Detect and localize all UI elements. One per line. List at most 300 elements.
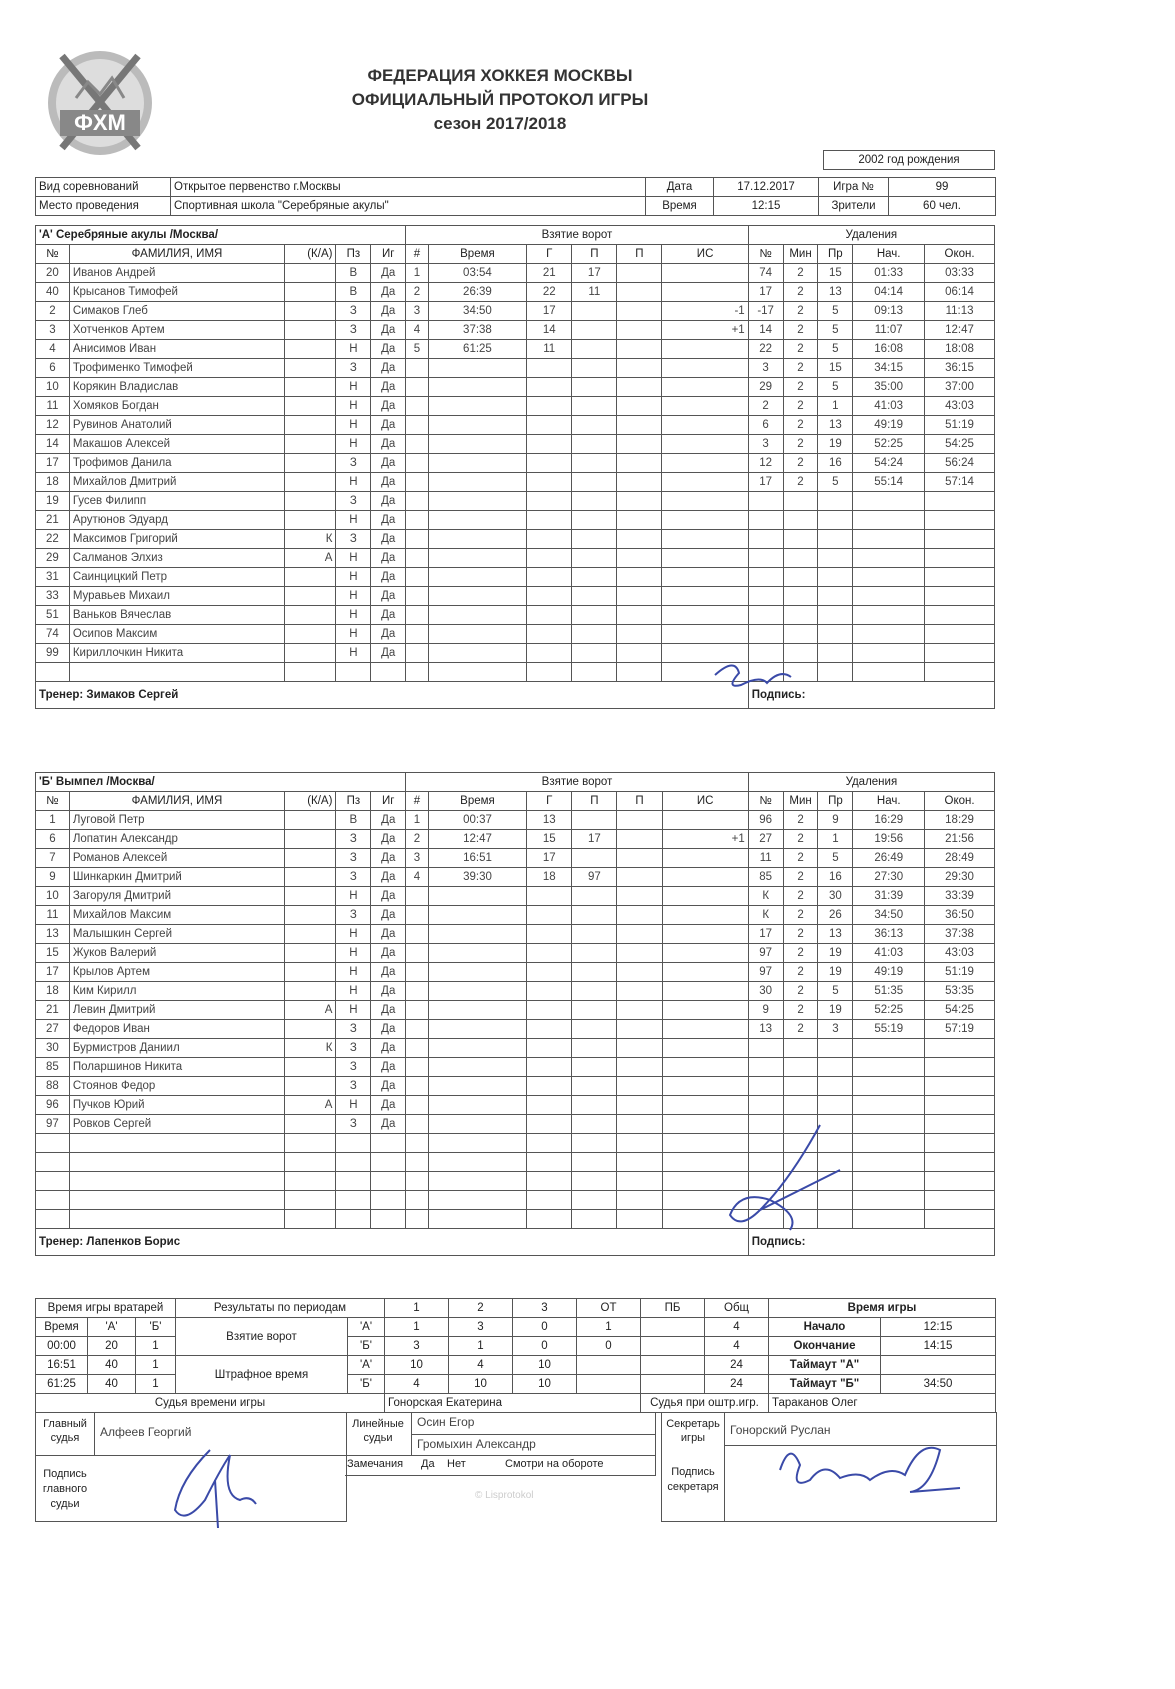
penalty-reason: 9 <box>818 811 853 830</box>
penalty-player: 22 <box>748 340 783 359</box>
player-number <box>36 1191 70 1210</box>
referee-label: Главный судья <box>43 1418 87 1444</box>
player-role <box>285 283 336 302</box>
goal-situation <box>662 1058 748 1077</box>
player-position: Н <box>336 887 371 906</box>
team-a-col-played: Иг <box>371 245 406 264</box>
player-name <box>69 1134 284 1153</box>
player-played: Да <box>371 963 406 982</box>
penalty-player <box>748 1115 783 1134</box>
team-a-col-assist-2: П <box>617 245 662 264</box>
pim-b-1: 4 <box>385 1375 449 1394</box>
goal-assist-1 <box>572 1172 617 1191</box>
goal-assist-1 <box>572 435 617 454</box>
player-name: Макашов Алексей <box>69 435 284 454</box>
goal-assist-1 <box>572 944 617 963</box>
penalty-end: 54:25 <box>925 435 995 454</box>
goal-assist-1 <box>572 663 617 682</box>
goal-time: 34:50 <box>428 302 526 321</box>
goal-index <box>406 1077 429 1096</box>
goal-time <box>428 944 526 963</box>
penalty-end: 06:14 <box>925 283 995 302</box>
goal-time: 12:47 <box>428 830 526 849</box>
goal-situation <box>662 397 748 416</box>
date-label: Дата <box>646 178 714 197</box>
player-name: Салманов Элхиз <box>69 549 284 568</box>
penalty-reason: 15 <box>818 359 853 378</box>
player-played <box>371 1153 406 1172</box>
player-played: Да <box>371 1001 406 1020</box>
goal-situation <box>662 1096 748 1115</box>
player-name: Иванов Андрей <box>69 264 284 283</box>
table-row <box>36 887 995 906</box>
player-name <box>69 663 284 682</box>
penalty-start <box>853 663 925 682</box>
penalty-player: 12 <box>748 454 783 473</box>
goal-assist-1 <box>572 1039 617 1058</box>
penalty-end: 29:30 <box>925 868 995 887</box>
penalty-player <box>748 606 783 625</box>
player-number <box>36 1134 70 1153</box>
team-b-col-goal-index: # <box>406 792 429 811</box>
player-role <box>285 1058 336 1077</box>
team-b-col-pos: Пз <box>336 792 371 811</box>
player-name <box>69 1153 284 1172</box>
player-role <box>285 811 336 830</box>
player-position: З <box>336 830 371 849</box>
goal-time <box>428 416 526 435</box>
goal-assist-1: 97 <box>572 868 617 887</box>
goal-assist-2 <box>617 492 662 511</box>
goal-scorer: 11 <box>527 340 572 359</box>
timeout-a-label: Таймаут "А" <box>769 1356 881 1375</box>
goal-assist-1 <box>572 887 617 906</box>
goal-assist-2 <box>617 511 662 530</box>
penalty-player: 85 <box>748 868 783 887</box>
player-number: 21 <box>36 511 70 530</box>
player-name: Хомяков Богдан <box>69 397 284 416</box>
player-number <box>36 663 70 682</box>
penalty-end <box>925 587 995 606</box>
goal-situation: -1 <box>662 302 748 321</box>
goal-assist-1 <box>572 1115 617 1134</box>
goal-index <box>406 473 429 492</box>
penalty-player: К <box>748 906 783 925</box>
player-position: Н <box>336 549 371 568</box>
time-label: Время <box>646 197 714 216</box>
goal-situation <box>662 435 748 454</box>
end-label: Окончание <box>769 1337 881 1356</box>
team-b-col-pen-min: Мин <box>783 792 818 811</box>
goal-scorer <box>527 1001 572 1020</box>
goal-assist-1 <box>572 849 617 868</box>
player-position: Н <box>336 944 371 963</box>
goal-assist-1 <box>572 1096 617 1115</box>
penalty-minutes <box>783 549 818 568</box>
player-number: 99 <box>36 644 70 663</box>
penalty-player <box>748 568 783 587</box>
player-played <box>371 1134 406 1153</box>
player-position: Н <box>336 473 371 492</box>
player-played: Да <box>371 1039 406 1058</box>
player-number: 27 <box>36 1020 70 1039</box>
player-number <box>36 1153 70 1172</box>
team-a-col-name: ФАМИЛИЯ, ИМЯ <box>69 245 284 264</box>
goal-time <box>428 606 526 625</box>
player-role <box>285 1210 336 1229</box>
goal-assist-2 <box>617 1096 662 1115</box>
penalty-start: 36:13 <box>853 925 925 944</box>
goal-assist-2 <box>617 1153 662 1172</box>
goal-scorer <box>527 1153 572 1172</box>
player-role <box>285 435 336 454</box>
pim-a-3: 10 <box>513 1356 577 1375</box>
player-name: Михайлов Максим <box>69 906 284 925</box>
penalty-minutes <box>783 644 818 663</box>
goal-assist-1 <box>572 925 617 944</box>
goal-scorer <box>527 549 572 568</box>
goal-index: 5 <box>406 340 429 359</box>
team-b-goals-header: Взятие ворот <box>406 773 749 792</box>
penalty-player <box>748 1096 783 1115</box>
player-name: Муравьев Михаил <box>69 587 284 606</box>
player-role <box>285 321 336 340</box>
player-position: Н <box>336 644 371 663</box>
goal-index <box>406 549 429 568</box>
goal-scorer <box>527 359 572 378</box>
goals-b-ot: 0 <box>577 1337 641 1356</box>
penalty-player <box>748 1077 783 1096</box>
player-role <box>285 1191 336 1210</box>
table-row <box>36 1096 995 1115</box>
goal-assist-1: 17 <box>572 264 617 283</box>
goal-assist-2 <box>617 397 662 416</box>
penalty-reason <box>818 587 853 606</box>
timeout-b-label: Таймаут "Б" <box>769 1375 881 1394</box>
player-role <box>285 264 336 283</box>
table-row <box>36 435 995 454</box>
penalty-minutes: 2 <box>783 944 818 963</box>
player-number: 19 <box>36 492 70 511</box>
goals-b-1: 3 <box>385 1337 449 1356</box>
penalty-reason: 19 <box>818 1001 853 1020</box>
goal-assist-2 <box>617 1210 662 1229</box>
penalty-minutes: 2 <box>783 264 818 283</box>
team-b-table <box>35 772 995 1256</box>
goal-assist-2 <box>617 378 662 397</box>
player-position <box>336 663 371 682</box>
goal-time: 26:39 <box>428 283 526 302</box>
goal-index <box>406 1191 429 1210</box>
penalty-end <box>925 1172 995 1191</box>
goals-b-total: 4 <box>705 1337 769 1356</box>
team-a-col-pen-start: Нач. <box>853 245 925 264</box>
penalty-minutes: 2 <box>783 302 818 321</box>
penalty-reason <box>818 1134 853 1153</box>
goal-time <box>428 1210 526 1229</box>
table-row <box>36 811 995 830</box>
date-value: 17.12.2017 <box>714 178 819 197</box>
penalty-minutes: 2 <box>783 378 818 397</box>
penalty-reason: 13 <box>818 283 853 302</box>
table-row <box>36 1001 995 1020</box>
penalty-reason: 5 <box>818 302 853 321</box>
goal-time <box>428 454 526 473</box>
goal-index: 1 <box>406 811 429 830</box>
penalty-player: 97 <box>748 963 783 982</box>
penalty-end: 57:14 <box>925 473 995 492</box>
player-played: Да <box>371 435 406 454</box>
penalty-reason <box>818 530 853 549</box>
player-number: 18 <box>36 982 70 1001</box>
table-row <box>36 359 995 378</box>
goal-assist-1 <box>572 511 617 530</box>
goal-assist-1 <box>572 1077 617 1096</box>
goal-assist-2 <box>617 925 662 944</box>
goal-scorer <box>527 1039 572 1058</box>
penalty-minutes <box>783 568 818 587</box>
player-position <box>336 1153 371 1172</box>
player-name: Загоруля Дмитрий <box>69 887 284 906</box>
team-a-col-num: № <box>36 245 70 264</box>
goal-assist-2 <box>617 283 662 302</box>
player-position: Н <box>336 963 371 982</box>
goal-index <box>406 606 429 625</box>
penalty-end <box>925 606 995 625</box>
goal-index <box>406 1096 429 1115</box>
penalty-player <box>748 1172 783 1191</box>
goal-situation <box>662 606 748 625</box>
penalty-start <box>853 1153 925 1172</box>
penalty-player: 96 <box>748 811 783 830</box>
goal-situation <box>662 1210 748 1229</box>
penalty-start: 41:03 <box>853 397 925 416</box>
remarks-no: Нет <box>447 1458 466 1470</box>
penalty-end <box>925 549 995 568</box>
penalty-player: 9 <box>748 1001 783 1020</box>
penalty-player: -17 <box>748 302 783 321</box>
player-name: Крылов Артем <box>69 963 284 982</box>
goal-situation <box>662 359 748 378</box>
penalty-end <box>925 625 995 644</box>
goal-index <box>406 1210 429 1229</box>
goal-situation <box>662 1115 748 1134</box>
team-b-col-goal-scorer: Г <box>527 792 572 811</box>
penalty-player <box>748 1153 783 1172</box>
table-row <box>36 302 995 321</box>
table-row <box>36 454 995 473</box>
goal-scorer <box>527 644 572 663</box>
referee-signature-label: Подпись главного судьи <box>42 1468 88 1510</box>
table-row <box>36 925 995 944</box>
goal-scorer: 14 <box>527 321 572 340</box>
player-position: Н <box>336 511 371 530</box>
goal-situation: +1 <box>662 321 748 340</box>
goal-scorer: 17 <box>527 302 572 321</box>
player-number: 17 <box>36 963 70 982</box>
goal-situation <box>662 887 748 906</box>
player-name: Малышкин Сергей <box>69 925 284 944</box>
player-position: Н <box>336 435 371 454</box>
player-played: Да <box>371 1077 406 1096</box>
team-b-col-assist-2: П <box>617 792 662 811</box>
table-row <box>36 283 995 302</box>
goal-assist-2 <box>617 849 662 868</box>
goal-index <box>406 887 429 906</box>
player-position: Н <box>336 1001 371 1020</box>
penalty-minutes <box>783 606 818 625</box>
summary-table <box>35 1298 996 1413</box>
goal-assist-2 <box>617 587 662 606</box>
player-role <box>285 397 336 416</box>
table-row <box>36 378 995 397</box>
player-played: Да <box>371 321 406 340</box>
player-played: Да <box>371 1020 406 1039</box>
penalty-player <box>748 1210 783 1229</box>
table-row <box>36 906 995 925</box>
penalty-start: 09:13 <box>853 302 925 321</box>
player-played <box>371 1210 406 1229</box>
team-a-col-goal-index: # <box>406 245 429 264</box>
team-a-col-pos: Пз <box>336 245 371 264</box>
goals-a-1: 1 <box>385 1318 449 1337</box>
goal-assist-1 <box>572 625 617 644</box>
goal-time <box>428 1058 526 1077</box>
penalty-player <box>748 1058 783 1077</box>
team-b-col-ka: (К/А) <box>285 792 336 811</box>
player-role <box>285 1115 336 1134</box>
goal-assist-2 <box>617 1039 662 1058</box>
goal-assist-1 <box>572 811 617 830</box>
goal-scorer: 17 <box>527 849 572 868</box>
penalty-start: 41:03 <box>853 944 925 963</box>
gk-col-a: 'А' <box>88 1318 136 1337</box>
goal-scorer <box>527 963 572 982</box>
penalty-start: 55:19 <box>853 1020 925 1039</box>
goal-assist-1 <box>572 1134 617 1153</box>
goal-scorer <box>527 1210 572 1229</box>
goal-situation <box>662 925 748 944</box>
player-position: Н <box>336 625 371 644</box>
goal-situation <box>662 868 748 887</box>
goal-situation <box>662 473 748 492</box>
goals-a-total: 4 <box>705 1318 769 1337</box>
player-position: З <box>336 868 371 887</box>
goal-situation <box>662 1001 748 1020</box>
goal-scorer: 15 <box>527 830 572 849</box>
penalty-start <box>853 1058 925 1077</box>
penalty-start: 52:25 <box>853 435 925 454</box>
goal-index <box>406 644 429 663</box>
penalty-player: 17 <box>748 473 783 492</box>
player-name: Крысанов Тимофей <box>69 283 284 302</box>
player-played: Да <box>371 473 406 492</box>
player-number: 33 <box>36 587 70 606</box>
penalty-start <box>853 549 925 568</box>
pim-row-label: Штрафное время <box>176 1356 348 1394</box>
goal-situation <box>662 492 748 511</box>
penalty-minutes: 2 <box>783 283 818 302</box>
goal-index <box>406 359 429 378</box>
goal-situation <box>662 283 748 302</box>
goal-situation <box>662 1020 748 1039</box>
penalty-start <box>853 568 925 587</box>
goal-situation <box>662 264 748 283</box>
goal-assist-2 <box>617 982 662 1001</box>
penalty-player <box>748 549 783 568</box>
goal-time: 16:51 <box>428 849 526 868</box>
goal-situation <box>662 963 748 982</box>
pim-b-ot <box>577 1375 641 1394</box>
penalty-end: 36:50 <box>925 906 995 925</box>
penalty-end <box>925 1058 995 1077</box>
goal-index <box>406 511 429 530</box>
penalty-start: 27:30 <box>853 868 925 887</box>
goal-assist-2 <box>617 868 662 887</box>
time-value: 12:15 <box>714 197 819 216</box>
goal-time: 61:25 <box>428 340 526 359</box>
goal-assist-1 <box>572 549 617 568</box>
goal-situation <box>662 454 748 473</box>
player-number: 29 <box>36 549 70 568</box>
player-role <box>285 868 336 887</box>
player-role <box>285 663 336 682</box>
player-number: 14 <box>36 435 70 454</box>
goal-time <box>428 1115 526 1134</box>
penalty-start <box>853 1191 925 1210</box>
player-number: 15 <box>36 944 70 963</box>
penalty-start <box>853 1172 925 1191</box>
player-name: Трофимов Данила <box>69 454 284 473</box>
goal-assist-2 <box>617 416 662 435</box>
player-position: В <box>336 811 371 830</box>
player-number: 51 <box>36 606 70 625</box>
goals-b-label: 'Б' <box>348 1337 385 1356</box>
player-name: Романов Алексей <box>69 849 284 868</box>
team-a-penalties-header: Удаления <box>748 226 994 245</box>
player-number: 11 <box>36 906 70 925</box>
penalty-start: 54:24 <box>853 454 925 473</box>
goal-assist-1 <box>572 963 617 982</box>
venue-label: Место проведения <box>36 197 171 216</box>
goal-index <box>406 1001 429 1020</box>
penalty-minutes: 2 <box>783 830 818 849</box>
player-played: Да <box>371 982 406 1001</box>
penalty-minutes: 2 <box>783 906 818 925</box>
table-row <box>36 321 995 340</box>
penalty-reason: 19 <box>818 963 853 982</box>
goal-situation <box>662 416 748 435</box>
protocol-title: ОФИЦИАЛЬНЫЙ ПРОТОКОЛ ИГРЫ <box>351 90 649 109</box>
player-position: З <box>336 454 371 473</box>
pim-a-total: 24 <box>705 1356 769 1375</box>
goal-situation <box>662 663 748 682</box>
penalty-end <box>925 1134 995 1153</box>
penalty-minutes <box>783 625 818 644</box>
player-number: 17 <box>36 454 70 473</box>
player-name: Михайлов Дмитрий <box>69 473 284 492</box>
penalty-start <box>853 1096 925 1115</box>
player-role <box>285 587 336 606</box>
goal-assist-2 <box>617 302 662 321</box>
goal-index <box>406 906 429 925</box>
penalty-end <box>925 663 995 682</box>
table-row <box>36 1172 995 1191</box>
penalty-end: 53:35 <box>925 982 995 1001</box>
penalty-minutes: 2 <box>783 397 818 416</box>
player-role <box>285 1134 336 1153</box>
player-position: З <box>336 1077 371 1096</box>
